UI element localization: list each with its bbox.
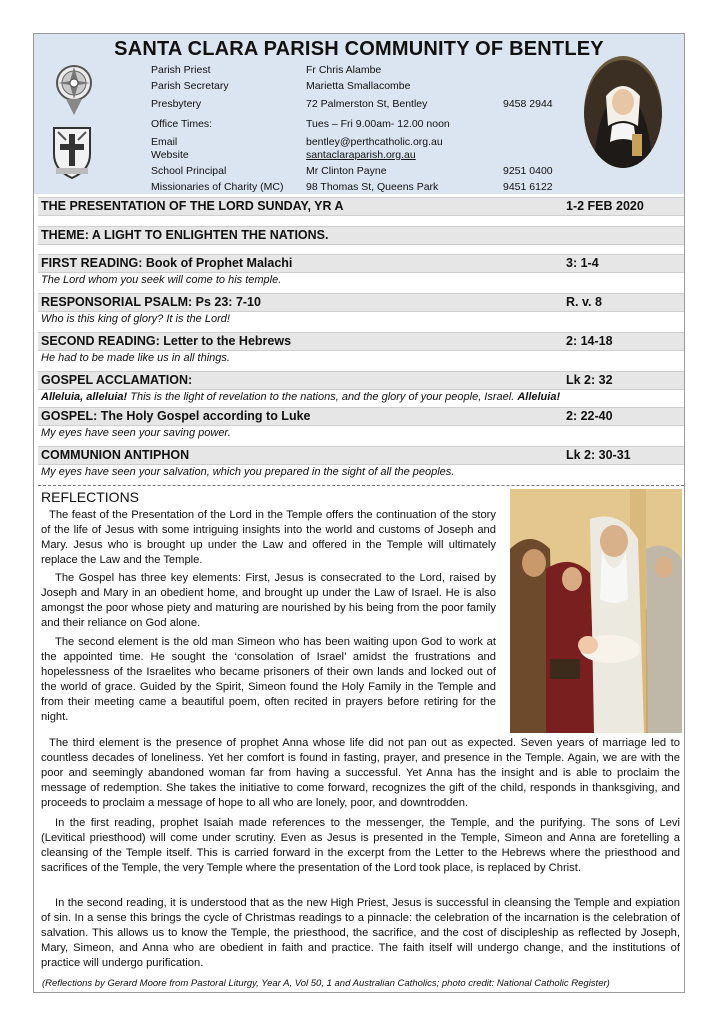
photo-credit: (Reflections by Gerard Moore from Pastoral Liturgy, Year A, Vol 50, 1 and Australian Catholics; photo credit: National Catholic Register)	[42, 978, 610, 989]
sunday-title-bar: THE PRESENTATION OF THE LORD SUNDAY, YR A 1-2 FEB 2020	[38, 197, 684, 216]
school-crest-icon	[48, 124, 96, 180]
gospel-bar: GOSPEL: The Holy Gospel according to Luke 2: 22-40	[38, 407, 684, 426]
gospel-acclamation-bar: GOSPEL ACCLAMATION: Lk 2: 32	[38, 371, 684, 390]
parish-emblem-icon	[52, 61, 96, 117]
section-divider	[38, 485, 684, 486]
email-link[interactable]: bentley@perthcatholic.org.au	[306, 136, 443, 148]
psalm-bar: RESPONSORIAL PSALM: Ps 23: 7-10 R. v. 8	[38, 293, 684, 312]
reflection-paragraph-5: In the first reading, prophet Isaiah made references to the messenger, the Temple, and the purifying. The sons of Levi (Levitical priesthood) will come under scrutiny. Even as Jesus is presented in the Temple, Simeon and Anna are foretelling a cleansing of the Temple itself. This is carried forward in the excerpt from the Letter to the Hebrews where the priesthood and sacrifices of the Temple, the very Temple where the presentation of the Lord took place, is replaced by Christ.	[41, 817, 680, 875]
parish-title: SANTA CLARA PARISH COMMUNITY OF BENTLEY	[114, 38, 604, 60]
parish-header: SANTA CLARA PARISH COMMUNITY OF BENTLEY Parish Priest Fr Chris Alambe Parish Secretary Marietta Smallacombe Presbytery 72 Palmerston St, Bentley 9458 2944 Office Times: Tues – Fri 9.00am- 12.00 noon Email bentley@perthcatholic.org.au Website santaclaraparish.org.au School Principal Mr Clinton Payne 9251 0400 Missionaries of Charity (MC) 98 Thomas St, Queens Park 9451 6122	[34, 34, 684, 194]
website-link[interactable]: santaclaraparish.org.au	[306, 149, 416, 161]
second-reading-text: He had to be made like us in all things.	[41, 352, 230, 364]
communion-antiphon-bar: COMMUNION ANTIPHON Lk 2: 30-31	[38, 446, 684, 465]
theme-bar: THEME: A LIGHT TO ENLIGHTEN THE NATIONS.	[38, 226, 684, 245]
reflection-paragraph-6: In the second reading, it is understood that as the new High Priest, Jesus is successful in cleansing the Temple and expiation of sin. In a sense this brings the cycle of Christmas readings to a pinnacle: the celebration of the incarnation is the celebration of salvation. This allows us to know the Temple, the priesthood, the sacrifice, and the cost of discipleship as reflected by Joseph, Mary, Simeon, and Anna who are obedient in faith and practice. The faith itself will undergo change, and the institutions of practice will undergo purification.	[41, 897, 680, 970]
psalm-text: Who is this king of glory? It is the Lord!	[41, 313, 230, 325]
first-reading-bar: FIRST READING: Book of Prophet Malachi 3: 1-4	[38, 254, 684, 273]
first-reading-text: The Lord whom you seek will come to his temple.	[41, 274, 282, 286]
reflection-paragraph-2: The Gospel has three key elements: First, Jesus is consecrated to the Lord, raised by Joseph and Mary in an obedient home, and brought up under the Law of Israel. He is also amongst the poor whose piety and maturing are nourished by his being from the poor family and their reliance on God alone.	[41, 572, 496, 630]
bulletin-page	[33, 33, 685, 993]
gospel-text: My eyes have seen your saving power.	[41, 427, 231, 439]
reflection-paragraph-3: The second element is the old man Simeon who has been waiting upon God to work at the appointed time. He sought the ‘consolation of Israel’ amidst the frustrations and hopelessness of the Israelites who became prisoners of their own lands and locked out of the world of grace. Guided by the Spirit, Simeon found the Holy Family in the Temple and from their meeting came a beautiful poem, often recited in prayers before retiring for the night.	[41, 636, 496, 724]
reflections-heading: REFLECTIONS	[41, 489, 140, 505]
saint-portrait-image	[584, 56, 662, 168]
communion-antiphon-text: My eyes have seen your salvation, which you prepared in the sight of all the peoples.	[41, 466, 455, 478]
reflection-paragraph-1: The feast of the Presentation of the Lord in the Temple offers the continuation of the story of the life of Jesus with some intriguing insights into the world and customs of Joseph and Mary. Jesus who is brought up under the Law and offered in the Temple will ultimately replace the Law and the Temple.	[41, 509, 496, 567]
reflection-paragraph-4: The third element is the presence of prophet Anna whose life did not pan out as expected. Seven years of marriage led to countless decades of loneliness. Yet her comfort is found in fasting, prayer, and presence in the Temple. Again, we are with the poor and seemingly abandoned woman far from having a successful. Yet Anna has the insight and is able to proclaim the message of redemption. She takes the initiative to come forward, recognizes the gift of the child, responds in thanksgiving, and proceeds to proclaim a message of hope to all who are lonely, poor, and downtrodden.	[41, 737, 680, 810]
gospel-acclamation-text: Alleluia, alleluia! This is the light of revelation to the nations, and the glory of your people, Israel. Alleluia!	[41, 391, 561, 403]
second-reading-bar: SECOND READING: Letter to the Hebrews 2: 14-18	[38, 332, 684, 351]
presentation-painting-image	[510, 489, 682, 733]
